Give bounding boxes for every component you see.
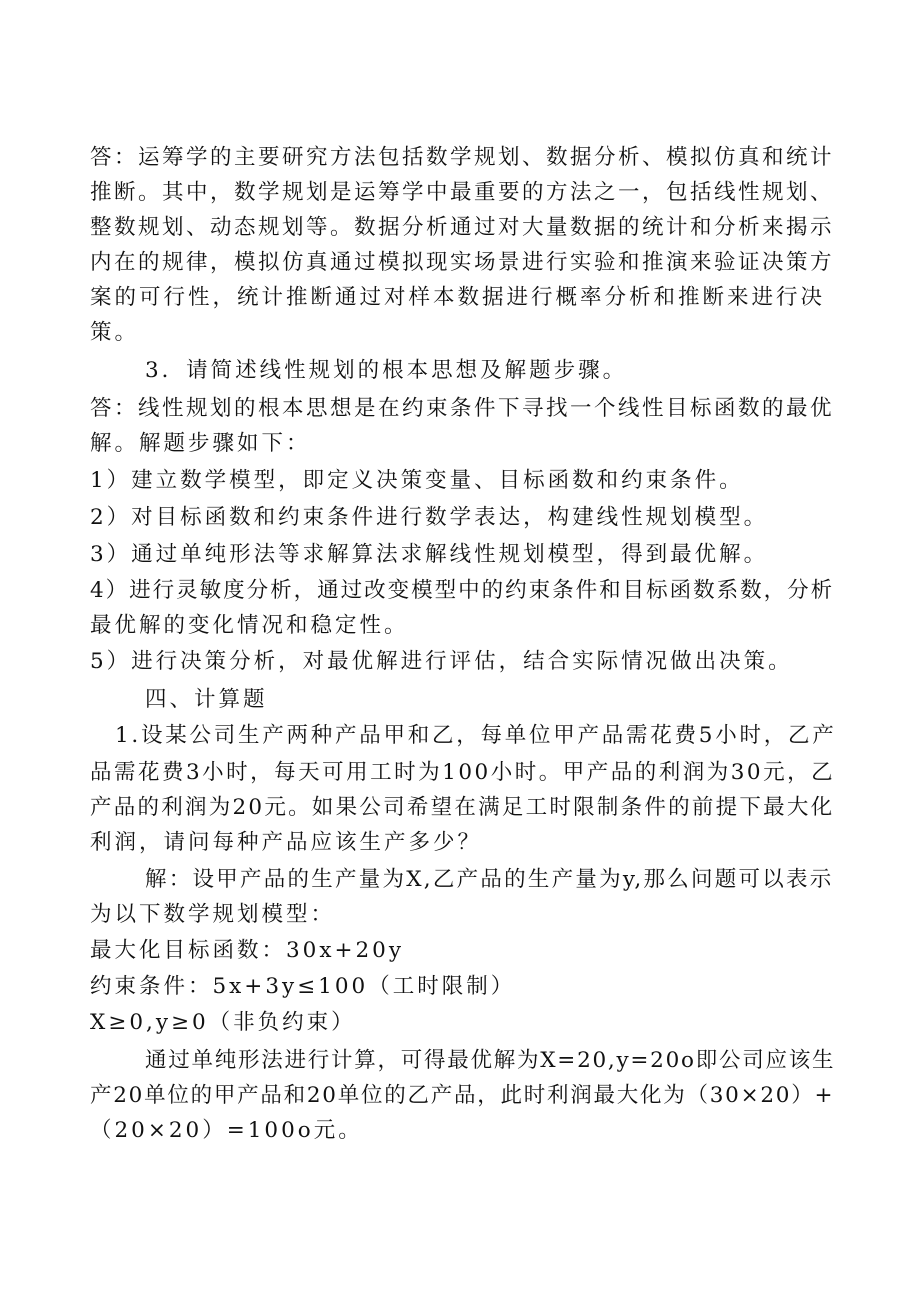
step-1: 1）建立数学模型，即定义决策变量、目标函数和约束条件。 xyxy=(90,468,744,493)
problem-1-line-4: 利润，请问每种产品应该生产多少？ xyxy=(90,830,483,855)
answer-2-line-4: 内在的规律，模拟仿真通过模拟现实场景进行实验和推演来验证决策方 xyxy=(90,250,835,275)
step-2: 2）对目标函数和约束条件进行数学表达，构建线性规划模型。 xyxy=(90,505,769,530)
answer-2-line-2: 推断。其中，数学规划是运筹学中最重要的方法之一，包括线性规划、 xyxy=(90,180,835,205)
answer-3-line-1: 答：线性规划的根本思想是在约束条件下寻找一个线性目标函数的最优 xyxy=(90,396,835,421)
solution-line-1: 解：设甲产品的生产量为X,乙产品的生产量为y,那么问题可以表示 xyxy=(145,867,834,892)
answer-2-line-5: 案的可行性，统计推断通过对样本数据进行概率分析和推断来进行决 xyxy=(90,285,826,310)
answer-2-line-3: 整数规划、动态规划等。数据分析通过对大量数据的统计和分析来揭示 xyxy=(90,215,835,240)
constraint-line-1: 约束条件：5x+3y≤100（工时限制） xyxy=(90,974,516,999)
step-3: 3）通过单纯形法等求解算法求解线性规划模型，得到最优解。 xyxy=(90,542,769,567)
constraint-line-2: X≥0,y≥0（非负约束） xyxy=(90,1010,356,1035)
objective-function: 最大化目标函数：30x+20y xyxy=(90,938,405,963)
result-line-2: 产20单位的甲产品和20单位的乙产品，此时利润最大化为（30×20）+ xyxy=(90,1083,835,1108)
step-4-line-1: 4）进行灵敏度分析，通过改变模型中的约束条件和目标函数系数，分析 xyxy=(90,578,835,603)
step-5: 5）进行决策分析，对最优解进行评估，结合实际情况做出决策。 xyxy=(90,649,793,674)
result-line-1: 通过单纯形法进行计算，可得最优解为X=20,y=20o即公司应该生 xyxy=(145,1048,836,1073)
answer-3-line-2: 解。解题步骤如下： xyxy=(90,431,311,456)
solution-line-2: 为以下数学规划模型： xyxy=(90,902,336,927)
result-line-3: （20×20）=100o元。 xyxy=(90,1118,363,1143)
problem-1-line-1: 1.设某公司生产两种产品甲和乙，每单位甲产品需花费5小时，乙产 xyxy=(115,723,837,748)
step-4-line-2: 最优解的变化情况和稳定性。 xyxy=(90,613,409,638)
answer-2-line-1: 答：运筹学的主要研究方法包括数学规划、数据分析、模拟仿真和统计 xyxy=(90,145,835,170)
problem-1-line-3: 产品的利润为20元。如果公司希望在满足工时限制条件的前提下最大化 xyxy=(90,795,835,820)
answer-2-line-6: 策。 xyxy=(90,320,140,345)
section-heading-calculation: 四、计算题 xyxy=(145,687,268,712)
question-3: 3．请简述线性规划的根本思想及解题步骤。 xyxy=(145,358,628,383)
problem-1-line-2: 品需花费3小时，每天可用工时为100小时。甲产品的利润为30元，乙 xyxy=(90,760,836,785)
